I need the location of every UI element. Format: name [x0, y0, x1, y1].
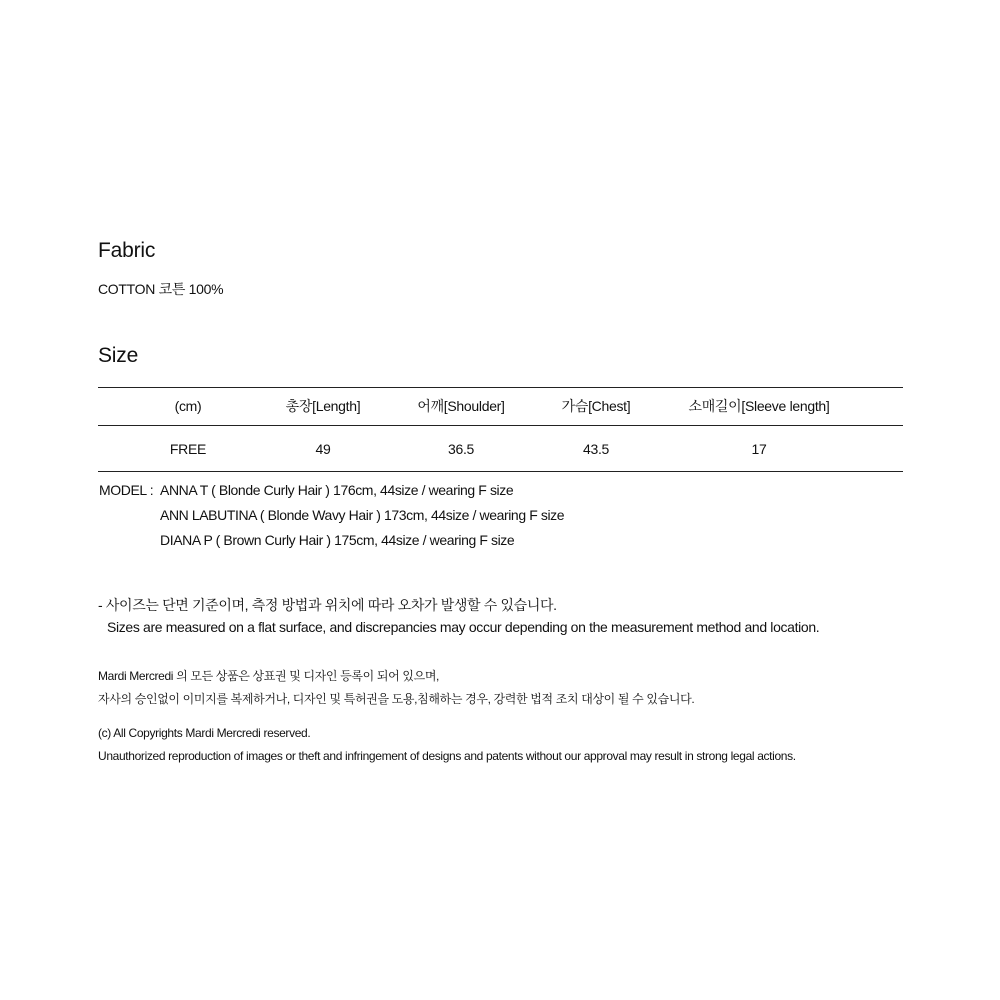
copyright-notice: (c) All Copyrights Mardi Mercredi reserved. — [98, 726, 311, 740]
model-label: MODEL : — [99, 482, 154, 498]
fabric-heading: Fabric — [98, 239, 156, 262]
size-heading: Size — [98, 344, 139, 367]
header-length: 총장[Length] — [285, 398, 361, 414]
row-size-label: FREE — [169, 441, 207, 457]
model-line-3: DIANA P ( Brown Curly Hair ) 175cm, 44size / wearing F size — [160, 532, 515, 548]
row-length-value: 49 — [315, 441, 331, 457]
header-sleeve-length: 소매길이[Sleeve length] — [688, 398, 830, 414]
header-chest: 가슴[Chest] — [561, 398, 631, 414]
table-top-rule — [98, 387, 903, 388]
row-shoulder-value: 36.5 — [447, 441, 475, 457]
header-shoulder: 어깨[Shoulder] — [417, 398, 505, 414]
row-chest-value: 43.5 — [582, 441, 610, 457]
table-header-rule — [98, 425, 903, 426]
table-bottom-rule — [98, 471, 903, 472]
row-sleeve-value: 17 — [751, 441, 767, 457]
legal-korean-line-2: 자사의 승인없이 이미지를 복제하거나, 디자인 및 특허권을 도용,침해하는 경우, 강력한 법적 조치 대상이 될 수 있습니다. — [98, 692, 695, 706]
model-line-2: ANN LABUTINA ( Blonde Wavy Hair ) 173cm, 44size / wearing F size — [160, 507, 565, 523]
header-unit: (cm) — [174, 398, 202, 414]
model-line-1: ANNA T ( Blonde Curly Hair ) 176cm, 44size / wearing F size — [160, 482, 514, 498]
size-note-korean: - 사이즈는 단면 기준이며, 측정 방법과 위치에 따라 오차가 발생할 수 있습니다. — [98, 597, 557, 613]
fabric-composition: COTTON 코튼 100% — [98, 281, 224, 297]
size-note-english: Sizes are measured on a flat surface, and discrepancies may occur depending on the measurement method and location. — [107, 619, 820, 635]
legal-english-line: Unauthorized reproduction of images or theft and infringement of designs and patents without our approval may result in strong legal actions. — [98, 749, 796, 763]
legal-korean-line-1: Mardi Mercredi 의 모든 상품은 상표권 및 디자인 등록이 되어 있으며, — [98, 669, 440, 683]
